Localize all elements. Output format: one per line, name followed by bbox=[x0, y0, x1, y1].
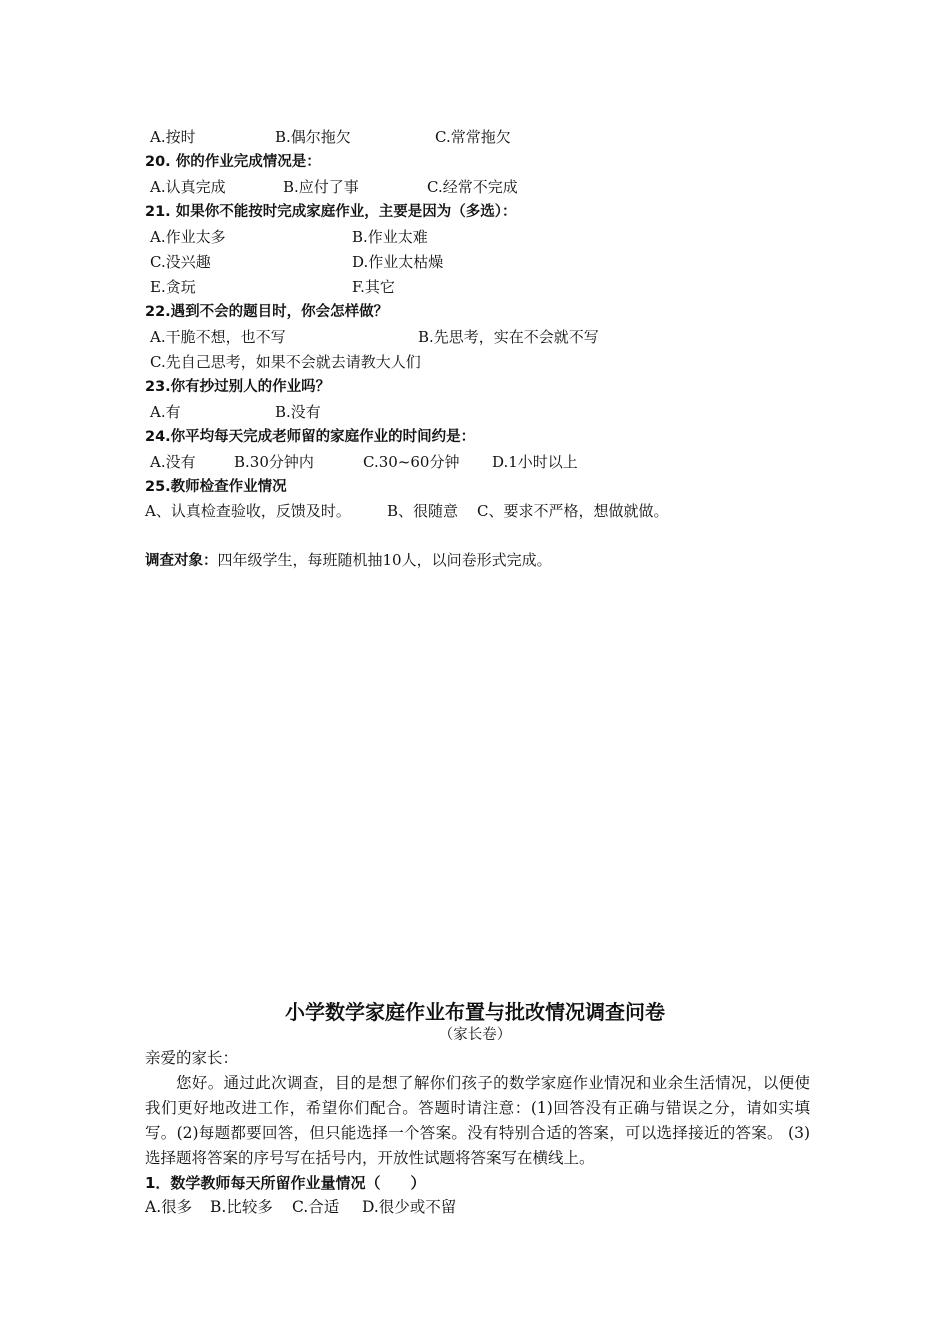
parent-q1-option-b: B.比较多 bbox=[210, 1198, 273, 1216]
q22-question: 22.遇到不会的题目时，你会怎样做？ bbox=[145, 304, 389, 320]
q20-option-c: C.经常不完成 bbox=[427, 178, 518, 196]
q23-option-b: B.没有 bbox=[275, 403, 321, 421]
q19-option-a: A.按时 bbox=[150, 128, 196, 146]
q25-question: 25.教师检查作业情况 bbox=[145, 479, 287, 495]
q23-option-a: A.有 bbox=[150, 403, 181, 421]
greeting: 亲爱的家长： bbox=[145, 1049, 239, 1067]
q21-option-c: C.没兴趣 bbox=[150, 253, 211, 271]
q21-option-a: A.作业太多 bbox=[150, 228, 226, 246]
q24-option-b: B.30分钟内 bbox=[234, 453, 314, 471]
q25-option-a: A、认真检查验收，反馈及时。 bbox=[145, 502, 351, 520]
q22-option-a: A.干脆不想，也不写 bbox=[150, 328, 286, 346]
survey-target bbox=[145, 550, 552, 571]
q22-option-b: B.先思考，实在不会就不写 bbox=[418, 328, 599, 346]
q21-option-f: F.其它 bbox=[352, 278, 395, 296]
page-title: 小学数学家庭作业布置与批改情况调查问卷 bbox=[285, 1000, 665, 1024]
survey-target-label: 调查对象： bbox=[145, 553, 218, 569]
q20-option-a: A.认真完成 bbox=[150, 178, 226, 196]
q21-question: 21. 如果你不能按时完成家庭作业，主要是因为（多选）： bbox=[145, 204, 517, 220]
q25-option-b: B、很随意 bbox=[387, 502, 459, 520]
q20-option-b: B.应付了事 bbox=[283, 178, 359, 196]
q21-option-b: B.作业太难 bbox=[352, 228, 428, 246]
intro-paragraph: 您好。通过此次调查，目的是想了解你们孩子的数学家庭作业情况和业余生活情况，以便使我们更好地改进工作，希望你们配合。答题时请注意：(1)回答没有正确与错误之分，请如实填写。(2)每题都要回答，但只能选择一个答案。没有特别合适的答案，可以选择接近的答案。 (3) 选择题将答案的序号写在括号内，开放性试题将答案写在横线上。 bbox=[145, 1074, 810, 1167]
parent-q1-option-a: A.很多 bbox=[145, 1198, 193, 1216]
q19-option-b: B.偶尔拖欠 bbox=[275, 128, 351, 146]
survey-target-text: 四年级学生，每班随机抽10人，以问卷形式完成。 bbox=[217, 551, 552, 569]
q23-question: 23.你有抄过别人的作业吗？ bbox=[145, 379, 331, 395]
page-subtitle: （家长卷） bbox=[438, 1027, 512, 1043]
q24-option-d: D.1小时以上 bbox=[492, 453, 578, 471]
parent-q1-question: 1．数学教师每天所留作业量情况（ ） bbox=[145, 1174, 426, 1192]
q21-option-d: D.作业太枯燥 bbox=[352, 253, 444, 271]
q20-question: 20. 你的作业完成情况是： bbox=[145, 154, 321, 170]
q24-question: 24.你平均每天完成老师留的家庭作业的时间约是： bbox=[145, 429, 476, 445]
q24-option-a: A.没有 bbox=[150, 453, 196, 471]
q24-option-c: C.30~60分钟 bbox=[363, 453, 460, 471]
parent-q1-option-d: D.很少或不留 bbox=[362, 1198, 457, 1216]
q21-option-e: E.贪玩 bbox=[150, 278, 196, 296]
parent-q1-option-c: C.合适 bbox=[292, 1198, 340, 1216]
q25-option-c: C、要求不严格，想做就做。 bbox=[477, 502, 669, 520]
q19-option-c: C.常常拖欠 bbox=[435, 128, 511, 146]
q22-option-c: C.先自己思考，如果不会就去请教大人们 bbox=[150, 353, 421, 371]
